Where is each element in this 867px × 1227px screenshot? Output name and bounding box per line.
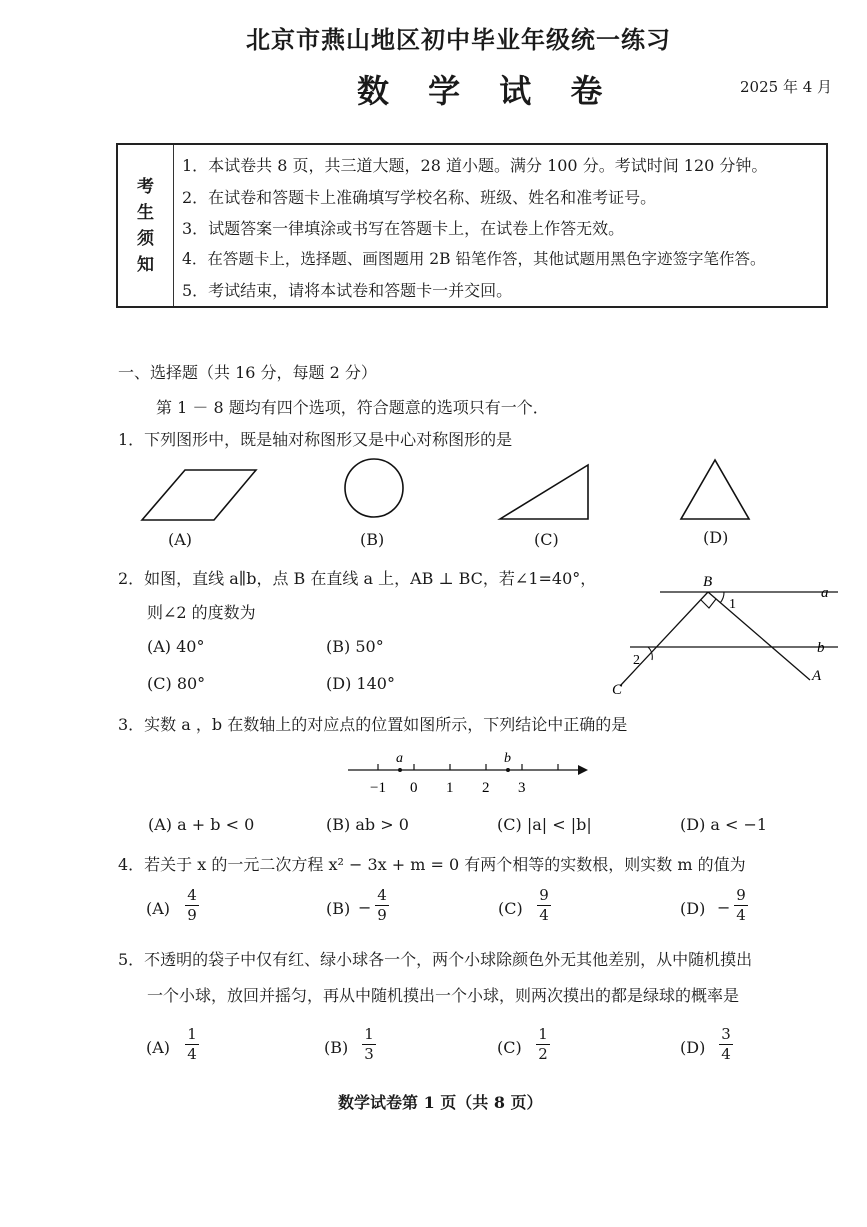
label-line-a: a (821, 585, 829, 601)
tick-label: 2 (482, 780, 490, 796)
tick-label: 3 (518, 780, 526, 796)
angle-1-arc (720, 592, 724, 603)
section-heading: 一、选择题（共 16 分，每题 2 分） (118, 363, 377, 382)
question-5-option-b-label: (B) (324, 1038, 349, 1057)
tick-label: 1 (446, 780, 454, 796)
question-4-option-a-label: (A) (146, 899, 171, 918)
label-angle-1: 1 (729, 597, 736, 612)
denominator: 9 (187, 906, 197, 924)
question-2-stem-cont: 则∠2 的度数为 (147, 603, 256, 622)
numerator: 1 (187, 1025, 197, 1043)
question-2-stem: 2．如图，直线 a∥b，点 B 在直线 a 上，AB ⊥ BC，若∠1=40°， (118, 569, 597, 588)
exam-title: 北京市燕山地区初中毕业年级统一练习 (246, 25, 671, 54)
notice-label-char: 须 (137, 228, 154, 249)
right-triangle-shape (500, 465, 588, 519)
page-footer: 数学试卷第 1 页（共 8 页） (338, 1093, 543, 1112)
denominator: 4 (187, 1045, 197, 1063)
question-1-label-d: (D) (703, 528, 729, 547)
equilateral-triangle-shape (681, 460, 749, 519)
line-ba (708, 592, 810, 680)
number-line (340, 748, 600, 798)
denominator: 4 (721, 1045, 731, 1063)
question-5-option-a-fraction (185, 1026, 199, 1063)
numerator: 1 (538, 1025, 548, 1043)
question-5-stem-cont: 一个小球，放回并摇匀，再从中随机摸出一个小球，则两次摸出的都是绿球的概率是 (147, 986, 740, 1005)
section-instruction: 第 1 － 8 题均有四个选项，符合题意的选项只有一个． (156, 398, 549, 417)
question-2-option-c: (C) 80° (147, 674, 206, 693)
point-a-dot (398, 768, 402, 772)
question-4-option-d-fraction (734, 887, 748, 924)
denominator: 4 (539, 906, 549, 924)
notice-label-char: 知 (137, 254, 154, 275)
question-4-stem: 4．若关于 x 的一元二次方程 x² − 3x + m = 0 有两个相等的实数根，则实数 m 的值为 (118, 855, 746, 874)
notice-label (118, 145, 174, 306)
question-4-option-d-label: (D) (680, 899, 706, 918)
notice-item: 4．在答题卡上，选择题、画图题用 2B 铅笔作答，其他试题用黑色字迹签字笔作答。 (182, 250, 766, 268)
point-a-label: a (396, 751, 403, 766)
denominator: 9 (377, 906, 387, 924)
notice-label-char: 生 (137, 202, 154, 223)
notice-label-char: 考 (137, 176, 154, 197)
question-4-option-b-fraction (375, 887, 389, 924)
parallelogram-shape (142, 470, 256, 520)
notice-item: 3．试题答案一律填涂或书写在答题卡上，在试卷上作答无效。 (182, 219, 625, 238)
numerator: 3 (721, 1025, 731, 1043)
tick-label: −1 (370, 780, 386, 796)
notice-item: 1．本试卷共 8 页，共三道大题，28 道小题。满分 100 分。考试时间 120 分钟。 (182, 156, 768, 175)
question-3-option-c: (C) |a| < |b| (497, 815, 592, 834)
question-3-option-a: (A) a + b < 0 (148, 815, 255, 834)
numerator: 1 (364, 1025, 374, 1043)
question-5-option-c-fraction (536, 1026, 550, 1063)
question-4-option-a-fraction (185, 887, 199, 924)
question-1-label-b: (B) (360, 530, 385, 549)
question-4-option-c-label: (C) (498, 899, 523, 918)
question-4-option-c-fraction (537, 887, 551, 924)
line-bc (620, 592, 708, 686)
label-point-c: C (612, 682, 623, 698)
exam-date: 2025 年 4 月 (740, 78, 833, 96)
question-1-label-c: (C) (534, 530, 559, 549)
label-angle-2: 2 (633, 653, 640, 668)
question-2-option-b: (B) 50° (326, 637, 384, 656)
exam-subtitle: 数 学 试 卷 (357, 72, 617, 110)
notice-item: 5．考试结束，请将本试卷和答题卡一并交回。 (182, 281, 513, 300)
notice-item: 2．在试卷和答题卡上准确填写学校名称、班级、姓名和准考证号。 (182, 188, 657, 207)
numerator: 4 (187, 886, 197, 904)
denominator: 3 (364, 1045, 374, 1063)
question-1-stem: 1．下列图形中，既是轴对称图形又是中心对称图形的是 (118, 430, 513, 449)
minus-sign: − (717, 898, 731, 917)
question-1-label-a: (A) (168, 530, 193, 549)
denominator: 2 (538, 1045, 548, 1063)
question-3-option-b: (B) ab > 0 (326, 815, 409, 834)
question-5-stem: 5．不透明的袋子中仅有红、绿小球各一个，两个小球除颜色外无其他差别，从中随机摸出 (118, 950, 753, 969)
point-b-label: b (504, 751, 511, 766)
question-5-option-c-label: (C) (497, 1038, 522, 1057)
label-point-a: A (812, 668, 822, 684)
tick-label: 0 (410, 780, 418, 796)
denominator: 4 (736, 906, 746, 924)
minus-sign: − (358, 898, 372, 917)
question-5-option-d-label: (D) (680, 1038, 706, 1057)
numerator: 9 (539, 886, 549, 904)
right-angle-mark (701, 599, 716, 608)
circle-shape (345, 459, 403, 517)
question-1-figures (130, 455, 770, 530)
arrow-icon (578, 765, 588, 775)
question-5-option-d-fraction (719, 1026, 733, 1063)
question-3-option-d: (D) a < −1 (680, 815, 768, 834)
label-line-b: b (817, 640, 825, 656)
numerator: 9 (736, 886, 746, 904)
numerator: 4 (377, 886, 387, 904)
question-3-stem: 3．实数 a ，b 在数轴上的对应点的位置如图所示，下列结论中正确的是 (118, 715, 628, 734)
point-b-dot (506, 768, 510, 772)
question-2-option-d: (D) 140° (326, 674, 395, 693)
question-2-option-a: (A) 40° (147, 637, 205, 656)
question-2-figure (600, 568, 845, 698)
question-5-option-b-fraction (362, 1026, 376, 1063)
question-5-option-a-label: (A) (146, 1038, 171, 1057)
question-4-option-b-label: (B) (326, 899, 351, 918)
label-point-b: B (703, 574, 713, 590)
notice-box (116, 143, 828, 308)
